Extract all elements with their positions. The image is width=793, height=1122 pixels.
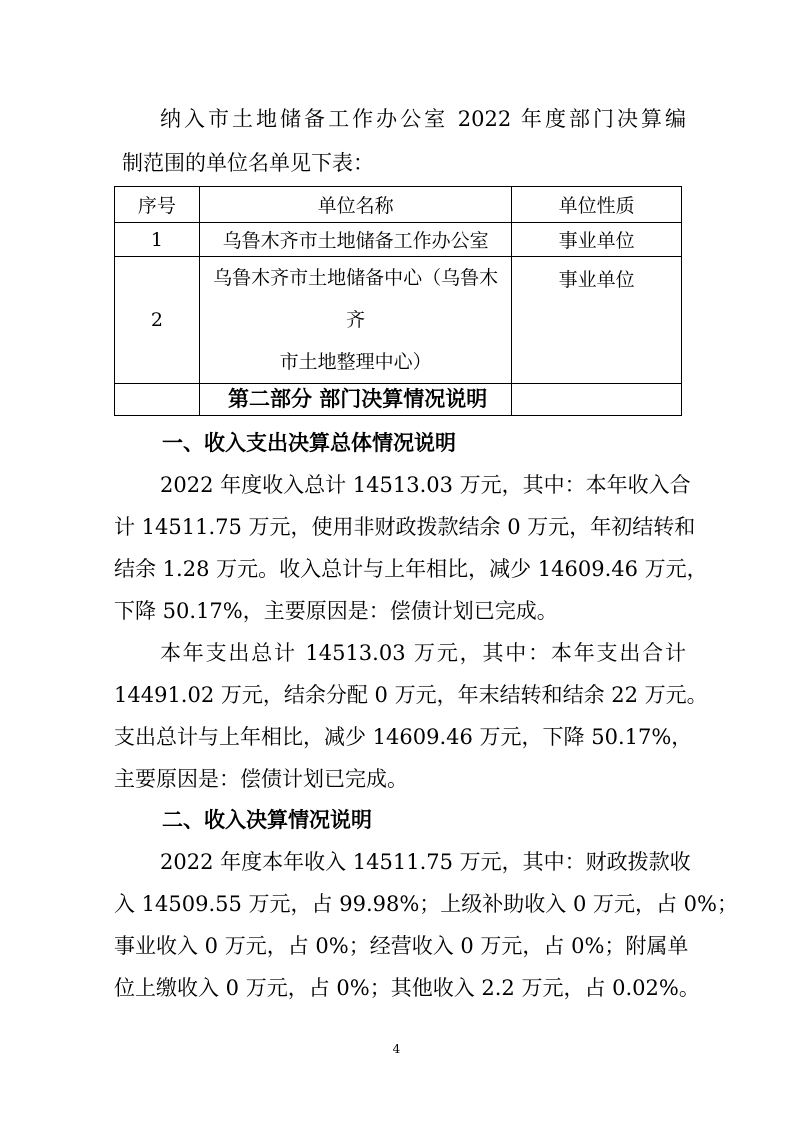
section-1-para-2-line-3: 支出总计与上年相比，减少 14609.46 万元，下降 50.17%， bbox=[114, 725, 693, 749]
table-header-row bbox=[115, 187, 682, 223]
row-unit-name-line-1: 乌鲁木齐市土地储备中心（乌鲁木齐 bbox=[213, 267, 499, 331]
section-1-para-1-line-4: 下降 50.17%，主要原因是：偿债计划已完成。 bbox=[114, 599, 558, 623]
table-row bbox=[115, 257, 682, 384]
row-unit-name bbox=[199, 257, 511, 384]
section-2-title: 二、收入决算情况说明 bbox=[162, 808, 372, 832]
section-1-para-2-line-2: 14491.02 万元，结余分配 0 万元，年末结转和结余 22 万元。 bbox=[114, 683, 708, 707]
table-row bbox=[115, 223, 682, 257]
intro-line-1: 纳入市土地储备工作办公室 2022 年度部门决算编 bbox=[160, 107, 686, 131]
section-2-para-1-line-1: 2022 年度本年收入 14511.75 万元，其中：财政拨款收 bbox=[160, 850, 691, 874]
section-2-para-1-line-3: 事业收入 0 万元，占 0%；经营收入 0 万元，占 0%；附属单 bbox=[114, 934, 689, 958]
header-number: 序号 bbox=[115, 187, 200, 223]
row-unit-type bbox=[512, 384, 682, 416]
section-2-para-1-line-2: 入 14509.55 万元，占 99.98%；上级补助收入 0 万元，占 0%； bbox=[114, 892, 738, 916]
page-number: 4 bbox=[392, 1042, 401, 1056]
row-unit-type: 事业单位 bbox=[512, 257, 682, 384]
section-1-para-1-line-3: 结余 1.28 万元。收入总计与上年相比，减少 14609.46 万元， bbox=[114, 557, 708, 581]
section-1-para-1-line-1: 2022 年度收入总计 14513.03 万元，其中：本年收入合 bbox=[160, 473, 691, 497]
intro-line-2: 制范围的单位名单见下表： bbox=[122, 151, 374, 175]
row-number: 2 bbox=[115, 257, 200, 384]
section-1-para-1-line-2: 计 14511.75 万元，使用非财政拨款结余 0 万元，年初结转和 bbox=[114, 515, 696, 539]
row-unit-name-line-2: 市土地整理中心） bbox=[279, 351, 432, 373]
section-1-para-2-line-1: 本年支出总计 14513.03 万元，其中：本年支出合计 bbox=[160, 641, 686, 665]
section-2-para-1-line-4: 位上缴收入 0 万元，占 0%；其他收入 2.2 万元，占 0.02%。 bbox=[114, 976, 700, 1000]
part-title: 第二部分 部门决算情况说明 bbox=[228, 387, 488, 411]
row-number: 1 bbox=[115, 223, 200, 257]
header-unit-name: 单位名称 bbox=[199, 187, 511, 223]
row-unit-name: 乌鲁木齐市土地储备工作办公室 bbox=[199, 223, 511, 257]
row-unit-type: 事业单位 bbox=[512, 223, 682, 257]
row-number bbox=[115, 384, 200, 416]
section-1-title: 一、收入支出决算总体情况说明 bbox=[162, 431, 456, 455]
unit-list-table bbox=[114, 186, 682, 416]
section-1-para-2-line-4: 主要原因是：偿债计划已完成。 bbox=[114, 767, 408, 791]
header-unit-type: 单位性质 bbox=[512, 187, 682, 223]
